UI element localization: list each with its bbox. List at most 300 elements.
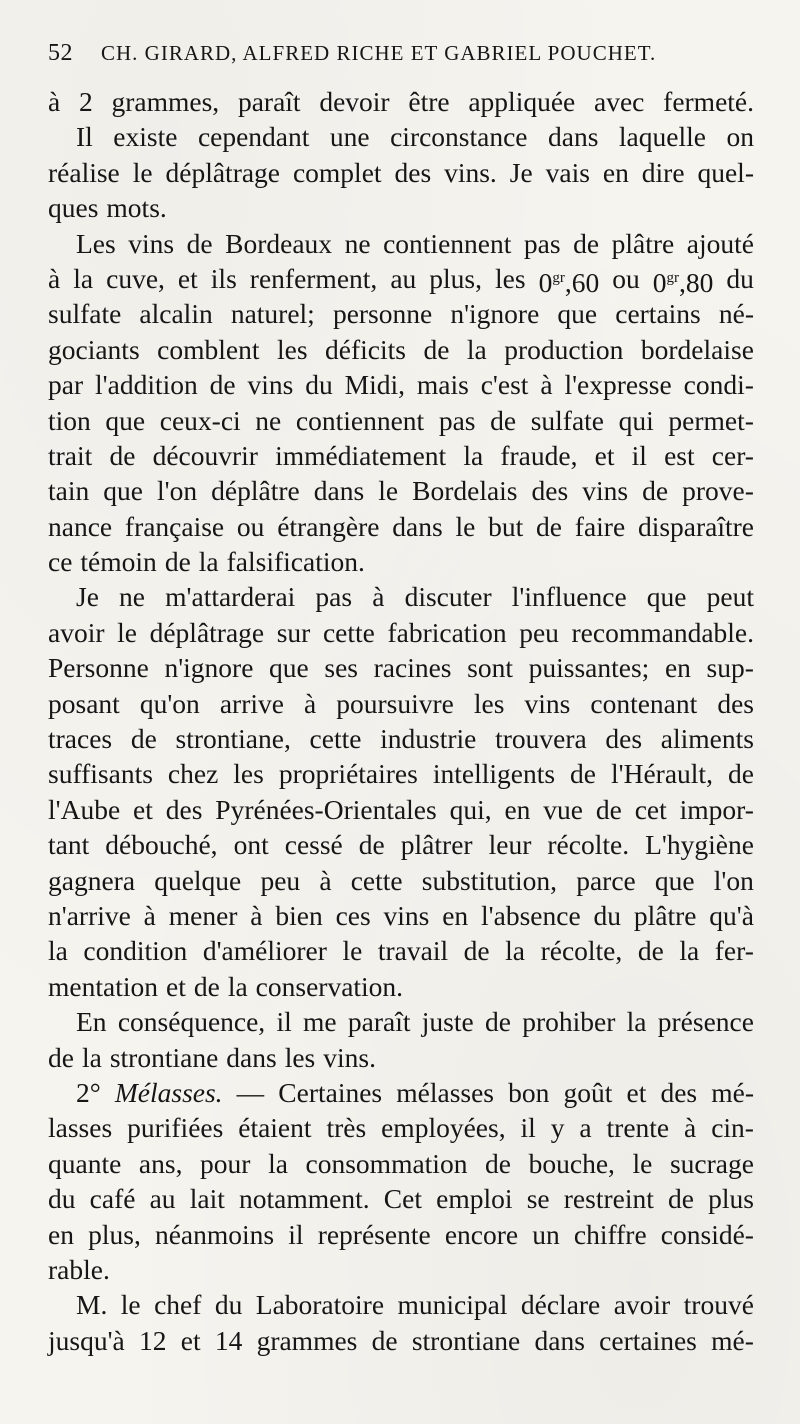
word: ou	[612, 262, 640, 294]
word: de	[642, 475, 669, 507]
word: de	[490, 404, 517, 436]
word: du	[48, 1183, 76, 1215]
body-text	[48, 84, 754, 1358]
word: tain	[48, 475, 90, 507]
word: fraude,	[500, 439, 578, 471]
word: néanmoins	[154, 1218, 275, 1250]
word: dans	[392, 510, 443, 542]
header-title: CH. GIRARD, ALFRED RICHE ET GABRIEL POUCHET.	[101, 41, 657, 65]
word: le	[120, 1289, 141, 1321]
word: l'addition	[95, 369, 198, 401]
word: M.	[76, 1289, 108, 1321]
word: Bordeaux	[225, 227, 333, 259]
word: ils	[210, 262, 237, 294]
word: que	[103, 475, 143, 507]
word: ne	[255, 404, 282, 436]
word: de	[186, 227, 213, 259]
text-line	[48, 84, 754, 119]
word: n'arrive	[48, 899, 131, 931]
word: café	[89, 1183, 136, 1215]
word: vais	[545, 156, 590, 188]
word: de	[536, 510, 562, 542]
word: vins	[524, 687, 571, 719]
word: par	[48, 369, 84, 401]
text-line	[48, 1181, 754, 1216]
word: du	[593, 899, 621, 931]
word: aliments	[660, 723, 754, 755]
word: Les	[76, 227, 116, 259]
word: ce	[48, 546, 73, 578]
word: restreint	[563, 1183, 654, 1215]
word: pas	[438, 404, 476, 436]
word: laquelle	[618, 121, 706, 153]
word: 2°	[76, 1076, 101, 1108]
text-line	[48, 226, 754, 261]
word: dire	[641, 156, 685, 188]
word: le	[455, 510, 476, 542]
word: vins.	[444, 156, 497, 188]
text-line	[48, 1217, 754, 1252]
word: sur	[276, 616, 311, 648]
word: plus	[708, 1183, 754, 1215]
word: les	[233, 758, 264, 790]
text-line	[48, 792, 754, 827]
word: consommation	[305, 1147, 468, 1179]
text-line	[48, 296, 754, 331]
word: pour	[200, 1147, 251, 1179]
text-line	[48, 1287, 754, 1322]
text-line	[48, 1004, 754, 1039]
word: ses	[324, 652, 359, 684]
word: les	[284, 1041, 316, 1073]
word: récolte,	[540, 935, 623, 967]
word: ont	[233, 829, 269, 861]
word: fabrication	[387, 616, 507, 648]
word: il	[288, 1218, 304, 1250]
word: à	[372, 581, 385, 613]
word: paraît	[237, 86, 301, 117]
word: plus,	[88, 1218, 141, 1250]
word: l'influence	[511, 581, 627, 613]
word: et	[594, 439, 615, 471]
word: de	[463, 935, 490, 967]
word: né-	[718, 298, 754, 330]
word: prohiber	[522, 1006, 616, 1038]
word: ceux-ci	[159, 404, 241, 436]
word: purifiées	[127, 1112, 224, 1144]
word: naturel;	[230, 298, 315, 330]
word: et	[626, 1076, 647, 1108]
word: l'on	[713, 864, 754, 896]
word: des	[660, 1076, 698, 1108]
word: certains	[615, 298, 701, 330]
text-line	[48, 933, 754, 968]
word: découvrir	[152, 439, 258, 471]
word: de	[164, 546, 191, 578]
text-line	[48, 119, 754, 154]
word: 2	[78, 86, 93, 117]
word: chez	[167, 758, 219, 790]
word: Je	[76, 581, 99, 613]
word: ans,	[138, 1147, 183, 1179]
word: la	[198, 546, 219, 578]
word: de	[48, 1041, 74, 1073]
word: cer-	[711, 439, 754, 471]
word: paraît	[347, 1006, 411, 1038]
word: étrangère	[277, 510, 380, 542]
text-line	[48, 1110, 754, 1145]
word: la	[505, 935, 526, 967]
word: condition	[83, 935, 188, 967]
word: les	[473, 687, 505, 719]
text-line	[48, 579, 754, 614]
word: immédiatement	[275, 439, 447, 471]
word: avoir	[48, 616, 105, 648]
word: employées,	[381, 1112, 506, 1144]
text-line	[48, 650, 754, 685]
word: tion	[48, 404, 91, 436]
word: peut	[706, 581, 754, 613]
text-line	[48, 721, 754, 756]
word: l'absence	[481, 899, 581, 931]
word: $0^{gr},80$	[652, 266, 714, 298]
word: disparaître	[637, 510, 754, 542]
word: cette	[309, 723, 362, 755]
word: au	[149, 1183, 176, 1215]
word: strontiane	[411, 1324, 521, 1356]
word: condi-	[683, 369, 754, 401]
word: contiennent	[295, 404, 425, 436]
word: me	[303, 1006, 337, 1038]
word: mener	[168, 899, 238, 931]
text-line	[48, 155, 754, 190]
word: déclare	[520, 1289, 601, 1321]
word: se	[526, 1183, 550, 1215]
word: —	[236, 1076, 265, 1108]
word: sup-	[706, 652, 754, 684]
word: alcalin	[139, 298, 213, 330]
word: d'améliorer	[202, 935, 327, 967]
word: des	[531, 475, 569, 507]
word: à	[319, 864, 332, 896]
word: quante	[48, 1147, 122, 1179]
word: le	[132, 156, 153, 188]
word: cette	[350, 864, 403, 896]
word: sont	[467, 652, 513, 684]
word: m'attarderai	[165, 581, 296, 613]
word: poursuivre	[336, 687, 454, 719]
word: à	[48, 86, 61, 117]
word: trouvé	[683, 1289, 754, 1321]
word: falsification.	[226, 546, 365, 578]
word: que	[646, 581, 687, 613]
word: le	[378, 475, 399, 507]
word: complet	[292, 156, 382, 188]
word: et	[180, 1324, 201, 1356]
word: $0^{gr},60$	[538, 266, 600, 298]
word: contiennent	[383, 227, 512, 259]
word: des	[717, 687, 754, 719]
word: du	[214, 1289, 243, 1321]
word: grammes	[256, 1324, 358, 1356]
word: ajouté	[686, 227, 754, 259]
word: chiffre	[573, 1218, 647, 1250]
word: et	[133, 793, 153, 825]
word: mentation	[48, 970, 158, 1002]
text-line	[48, 438, 754, 473]
word: n'ignore	[164, 652, 254, 684]
word: peu	[260, 864, 301, 896]
word: déplâtrage	[165, 156, 281, 188]
word: la	[466, 333, 487, 365]
word: très	[326, 1112, 367, 1144]
word: récolte.	[547, 829, 630, 861]
word: présence	[657, 1006, 754, 1038]
word: qui	[618, 404, 654, 436]
word: trait	[48, 439, 93, 471]
word: 12	[139, 1324, 167, 1356]
word: sulfate	[48, 298, 122, 330]
word: que	[105, 404, 146, 436]
text-line	[48, 615, 754, 650]
word: devoir	[319, 86, 390, 117]
word: 14	[214, 1324, 243, 1356]
word: encore	[444, 1218, 519, 1250]
word: personne	[332, 298, 433, 330]
word: traces	[48, 723, 113, 755]
word: Midi,	[344, 369, 405, 401]
word: trente	[606, 1112, 670, 1144]
word: mais	[416, 369, 469, 401]
word: des	[394, 156, 432, 188]
word: Laboratoire	[255, 1289, 385, 1321]
word: prove-	[682, 475, 754, 507]
word: des	[165, 793, 203, 825]
word: déficits	[325, 333, 406, 365]
word: gociants	[48, 333, 140, 365]
word: racines	[373, 652, 452, 684]
word: arrive	[219, 687, 284, 719]
word: circonstance	[390, 121, 528, 153]
word: nance	[48, 510, 113, 542]
text-line	[48, 863, 754, 898]
word: posant	[48, 687, 120, 719]
word: travail	[377, 935, 449, 967]
word: il	[520, 1112, 536, 1144]
text-line	[48, 403, 754, 438]
word: L'hygiène	[645, 829, 754, 861]
word: plâtre	[611, 227, 675, 259]
word: cette	[322, 616, 375, 648]
word: plus,	[429, 262, 483, 294]
word: ou	[236, 510, 265, 542]
word: impor-	[679, 793, 754, 825]
text-line	[48, 686, 754, 721]
word: le	[342, 935, 363, 967]
word: vue	[543, 793, 583, 825]
word: fer-	[714, 935, 754, 967]
text-line	[48, 1146, 754, 1181]
word: de	[573, 227, 600, 259]
word: la	[626, 1006, 647, 1038]
word: en	[664, 652, 691, 684]
word: de	[595, 793, 622, 825]
word: à	[304, 687, 317, 719]
word: mé-	[711, 1076, 754, 1108]
text-line	[48, 969, 754, 1004]
word: en	[602, 156, 629, 188]
text-line	[48, 1252, 754, 1287]
word: à	[250, 899, 263, 931]
word: que	[557, 298, 598, 330]
word: cin-	[711, 1112, 754, 1144]
word: le	[632, 1147, 653, 1179]
word: en	[504, 793, 531, 825]
word: de	[130, 723, 157, 755]
word: mots.	[106, 192, 167, 224]
text-line	[48, 756, 754, 791]
word: qui,	[449, 793, 492, 825]
word: plâtrer	[400, 829, 473, 861]
word: puissantes;	[528, 652, 650, 684]
word: il	[276, 1006, 292, 1038]
word: cependant	[197, 121, 310, 153]
word: peu	[519, 616, 559, 648]
word: production	[504, 333, 624, 365]
word: vins	[582, 475, 629, 507]
word: tant	[48, 829, 90, 861]
running-head	[48, 40, 754, 84]
word: conséquence,	[117, 1006, 266, 1038]
word: permet-	[668, 404, 754, 436]
word: une	[329, 121, 370, 153]
word: la	[48, 935, 68, 967]
word: la	[227, 970, 248, 1002]
word: de	[358, 829, 385, 861]
word: Cet	[383, 1183, 422, 1215]
word: sucrage	[669, 1147, 754, 1179]
word: pas	[523, 227, 561, 259]
text-line	[48, 261, 754, 296]
word: chef	[154, 1289, 202, 1321]
word: recommandable.	[571, 616, 754, 648]
word: des	[605, 723, 643, 755]
word: les	[495, 262, 526, 294]
word: mélasses	[396, 1076, 495, 1108]
text-line	[48, 544, 754, 579]
word: l'expresse	[564, 369, 672, 401]
word: et	[165, 970, 186, 1002]
text-line	[48, 332, 754, 367]
text-line	[48, 827, 754, 862]
word: déplâtrage	[149, 616, 265, 648]
word: dans	[313, 475, 365, 507]
word: du	[305, 369, 333, 401]
word: du	[726, 262, 754, 294]
word: il	[631, 439, 647, 471]
word: de	[637, 935, 664, 967]
word: En	[76, 1006, 107, 1038]
word: à	[684, 1112, 697, 1144]
word: le	[117, 616, 137, 648]
word: que	[654, 864, 695, 896]
word: de	[484, 1006, 511, 1038]
word: la	[268, 1147, 288, 1179]
word: goût	[563, 1076, 613, 1108]
word: bouche,	[528, 1147, 615, 1179]
word: de	[570, 758, 597, 790]
word: Certaines	[278, 1076, 383, 1108]
word: quel-	[697, 156, 754, 188]
word: conservation.	[255, 970, 404, 1002]
word: en	[48, 1218, 74, 1250]
word: renferment,	[249, 262, 378, 294]
word: en	[442, 899, 469, 931]
word: dans	[534, 1324, 585, 1356]
word: mé-	[711, 1324, 754, 1356]
word: ques	[48, 192, 99, 224]
word: cet	[634, 793, 667, 825]
word: de	[485, 1147, 512, 1179]
word: ne	[119, 581, 146, 613]
word: les	[276, 333, 308, 365]
word: intelligents	[432, 758, 556, 790]
word: ces	[335, 899, 371, 931]
word: vins	[247, 369, 294, 401]
word: l'on	[157, 475, 198, 507]
word: industrie	[380, 723, 477, 755]
word: on	[726, 121, 754, 153]
word: vins	[383, 899, 430, 931]
word: municipal	[397, 1289, 508, 1321]
word: étaient	[238, 1112, 312, 1144]
word: n'ignore	[450, 298, 540, 330]
word: de	[371, 1324, 398, 1356]
word: grammes,	[111, 86, 220, 117]
word: Je	[509, 156, 533, 188]
word: gagnera	[48, 864, 136, 896]
text-line	[48, 190, 754, 225]
word: appliquée	[468, 86, 576, 117]
word: qu'on	[139, 687, 200, 719]
word: de	[109, 439, 136, 471]
word: à	[540, 369, 553, 401]
word: réalise	[48, 156, 120, 188]
word: trouvera	[495, 723, 587, 755]
word: la	[81, 1041, 102, 1073]
page-number: 52	[48, 40, 73, 66]
word: l'Aube	[48, 793, 121, 825]
word: fermeté.	[663, 86, 754, 117]
word: leur	[488, 829, 532, 861]
word: pas	[315, 581, 353, 613]
word: de	[727, 758, 754, 790]
word: cuve,	[106, 262, 165, 294]
word: emploi	[436, 1183, 513, 1215]
word: plâtre	[633, 899, 697, 931]
word: rable.	[48, 1253, 110, 1285]
word: Personne	[48, 652, 149, 684]
word: témoin	[80, 546, 157, 578]
word: à	[48, 262, 61, 294]
word: substitution,	[421, 864, 558, 896]
word: avec	[594, 86, 645, 117]
word: de	[193, 970, 220, 1002]
word: la	[73, 262, 94, 294]
word: but	[488, 510, 524, 542]
word: propriétaires	[278, 758, 418, 790]
word: être	[408, 86, 450, 117]
